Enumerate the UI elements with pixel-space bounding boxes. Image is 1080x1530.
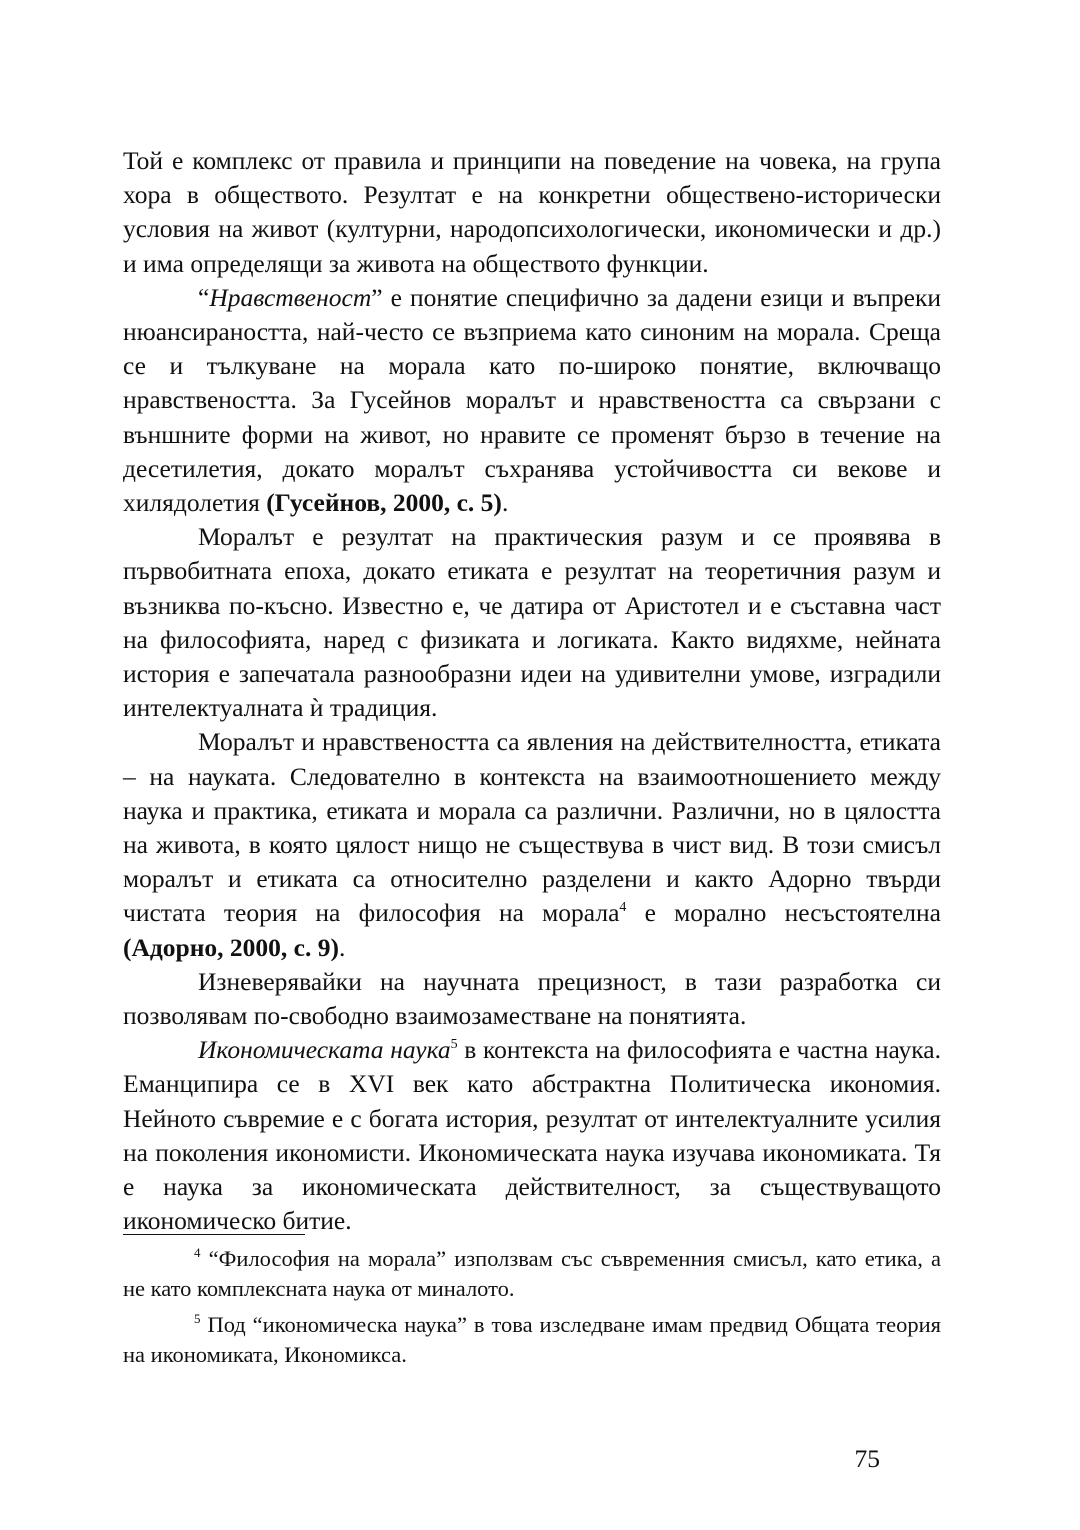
paragraph-text-continued: е морално несъстоятелна — [626, 898, 941, 928]
paragraph-text: Изневерявайки на научната прецизност, в тази разработка си позволявам по-свободно взаимозаместване на понятията. — [123, 966, 941, 1031]
footnote-number: 5 — [194, 1311, 201, 1326]
citation-guseynov: (Гусейнов, 2000, с. 5) — [266, 488, 502, 518]
footnote-4 — [123, 1244, 941, 1304]
footnote-number: 4 — [194, 1245, 201, 1260]
paragraph-2 — [123, 281, 941, 520]
paragraph-5 — [123, 965, 941, 1033]
paragraph-6 — [123, 1033, 941, 1238]
footnote-ref-4: 4 — [619, 900, 627, 916]
footnote-text: “Философия на морала” използвам със съвременния смисъл, като етика, а не като комплексната наука от миналото. — [123, 1246, 941, 1301]
paragraph-text-end: . — [501, 488, 509, 518]
citation-adorno: (Адорно, 2000, с. 9) — [123, 932, 339, 962]
footnote-ref-5: 5 — [450, 1037, 458, 1053]
footnote-separator — [123, 1234, 305, 1235]
open-quote: “ — [198, 282, 210, 312]
paragraph-1 — [123, 144, 941, 281]
main-text — [123, 144, 941, 1239]
paragraph-text: Моралът е резултат на практическия разум и се проявява в първобитната епоха, докато етиката е резултат на теоретичния разум и възниква по-късно. Известно е, че датира от Аристотел и е съставна част на философията, наред с физиката и логиката. Както видяхме, нейната история е запечатала разнообразни идеи на удивителни умове, изградили интелектуалната ѝ традиция. — [123, 522, 941, 723]
term-economic-science: Икономическата наука — [198, 1035, 451, 1065]
footnote-text: Под “икономическа наука” в това изследване имам предвид Общата теория на икономиката, Икономикса. — [123, 1312, 941, 1367]
paragraph-text: в контекста на философията е частна наука. Еманципира се в XVI век като абстрактна Политическа икономия. Нейното съвремие е с богата история, резултат от интелектуалните усилия на поколения икономисти. Икономическата наука изучава икономиката. Тя е наука за икономическата действителност, за съществуващото икономическо битие. — [123, 1035, 941, 1236]
paragraph-text-end: . — [339, 932, 346, 962]
paragraph-text: Моралът и нравствеността са явления на действителността, етиката – на науката. Следователно в контекста на взаимоотношението между наука и практика, етиката и морала са различни. Различни, но в цялостта на живота, в която цялост нищо не съществува в чист вид. В този смисъл моралът и етиката са относително разделени и както Адорно твърди чистата теория на философия на морала — [123, 727, 941, 928]
page-number: 75 — [854, 1444, 880, 1473]
footnote-5 — [123, 1310, 941, 1370]
footnotes — [123, 1244, 941, 1376]
paragraph-4 — [123, 725, 941, 964]
paragraph-text: Той е комплекс от правила и принципи на поведение на човека, на група хора в обществото. Резултат е на конкретни обществено-исторически условия на живот (културни, народопсихологически, икономически и др.) и има определящи за живота на обществото функции. — [123, 146, 941, 278]
term-nravstvenost: Нравственост — [209, 282, 372, 312]
close-quote: ” — [371, 282, 383, 312]
paragraph-text: е понятие специфично за дадени езици и въпреки нюансираността, най-често се възприема като синоним на морала. Среща се и тълкуване на морала като по-широко понятие, включващо нравствеността. За Гусейнов моралът и нравствеността са свързани с външните форми на живот, но нравите се променят бързо в течение на десетилетия, докато моралът съхранява устойчивостта си векове и хилядолетия — [123, 282, 941, 518]
paragraph-3 — [123, 520, 941, 725]
